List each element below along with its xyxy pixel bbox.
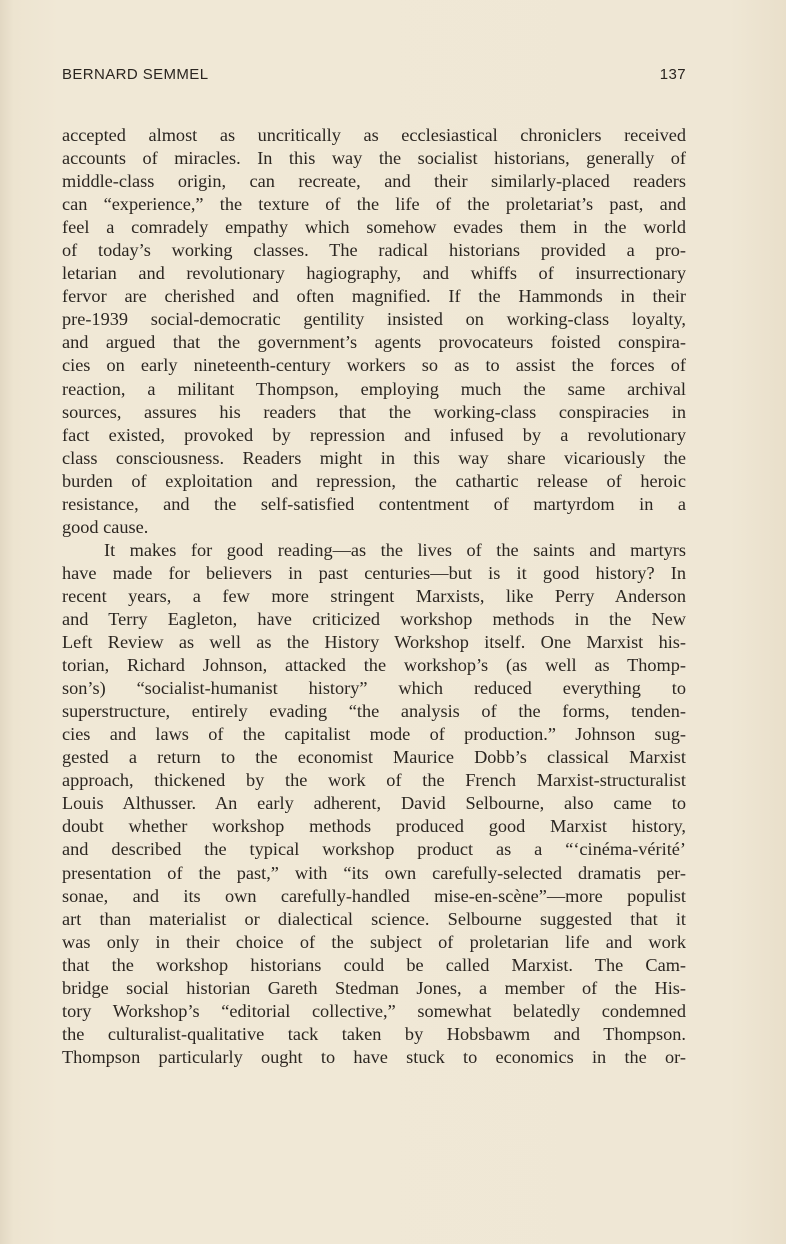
text-line: resistance, and the self-satisfied contentment of martyrdom in a xyxy=(62,493,686,514)
text-line: bridge social historian Gareth Stedman Jones, a member of the His- xyxy=(62,977,686,998)
text-line: and described the typical workshop product as a “‘cinéma-vérité’ xyxy=(62,839,686,860)
text-line: feel a comradely empathy which somehow evades them in the world xyxy=(62,217,686,238)
text-line-paragraph-end: good cause. xyxy=(62,516,149,537)
text-line: sources, assures his readers that the working-class conspiracies in xyxy=(62,401,686,422)
text-line: doubt whether workshop methods produced good Marxist history, xyxy=(62,816,686,837)
text-line: tory Workshop’s “editorial collective,” somewhat belatedly condemned xyxy=(62,1000,686,1021)
text-line: burden of exploitation and repression, the cathartic release of heroic xyxy=(62,470,686,491)
text-line: accounts of miracles. In this way the socialist historians, generally of xyxy=(62,148,686,169)
text-line: Thompson particularly ought to have stuck to economics in the or- xyxy=(62,1046,686,1067)
text-line: was only in their choice of the subject of proletarian life and work xyxy=(62,931,686,952)
text-line: the culturalist-qualitative tack taken by Hobsbawm and Thompson. xyxy=(62,1023,686,1044)
text-line: recent years, a few more stringent Marxists, like Perry Anderson xyxy=(62,585,686,606)
text-line: can “experience,” the texture of the life of the proletariat’s past, and xyxy=(62,194,686,215)
text-line: presentation of the past,” with “its own carefully-selected dramatis per- xyxy=(62,862,686,883)
body-text xyxy=(62,124,686,1069)
text-line: reaction, a militant Thompson, employing much the same archival xyxy=(62,378,686,399)
text-line-paragraph-start: It makes for good reading—as the lives of the saints and martyrs xyxy=(104,539,686,560)
text-line: approach, thickened by the work of the French Marxist-structuralist xyxy=(62,770,686,791)
text-line: Louis Althusser. An early adherent, David Selbourne, also came to xyxy=(62,793,686,814)
text-line: fervor are cherished and often magnified. If the Hammonds in their xyxy=(62,286,686,307)
text-line: cies on early nineteenth-century workers so as to assist the forces of xyxy=(62,355,686,376)
text-line: gested a return to the economist Maurice Dobb’s classical Marxist xyxy=(62,747,686,768)
text-line: have made for believers in past centuries—but is it good history? In xyxy=(62,562,686,583)
text-line: son’s) “socialist-humanist history” which reduced everything to xyxy=(62,678,686,699)
text-line: of today’s working classes. The radical historians provided a pro- xyxy=(62,240,686,261)
text-line: accepted almost as uncritically as ecclesiastical chroniclers received xyxy=(62,125,686,145)
text-line: pre-1939 social-democratic gentility insisted on working-class loyalty, xyxy=(62,309,686,330)
text-line: cies and laws of the capitalist mode of production.” Johnson sug- xyxy=(62,724,686,745)
page-number: 137 xyxy=(659,66,686,83)
text-line: class consciousness. Readers might in this way share vicariously the xyxy=(62,447,686,468)
text-line: torian, Richard Johnson, attacked the workshop’s (as well as Thomp- xyxy=(62,655,686,676)
text-line: and Terry Eagleton, have criticized workshop methods in the New xyxy=(62,608,686,629)
text-line: that the workshop historians could be called Marxist. The Cam- xyxy=(62,954,686,975)
text-line: Left Review as well as the History Workshop itself. One Marxist his- xyxy=(62,632,686,653)
running-header xyxy=(62,66,686,90)
text-line: and argued that the government’s agents provocateurs foisted conspira- xyxy=(62,332,686,353)
text-line: sonae, and its own carefully-handled mise-en-scène”—more populist xyxy=(62,885,686,906)
text-line: middle-class origin, can recreate, and their similarly-placed readers xyxy=(62,171,686,192)
text-line: superstructure, entirely evading “the analysis of the forms, tenden- xyxy=(62,701,686,722)
text-line: fact existed, provoked by repression and infused by a revolutionary xyxy=(62,424,686,445)
running-head-author: BERNARD SEMMEL xyxy=(62,66,209,83)
text-line: art than materialist or dialectical science. Selbourne suggested that it xyxy=(62,908,686,929)
text-line: letarian and revolutionary hagiography, and whiffs of insurrectionary xyxy=(62,263,686,284)
